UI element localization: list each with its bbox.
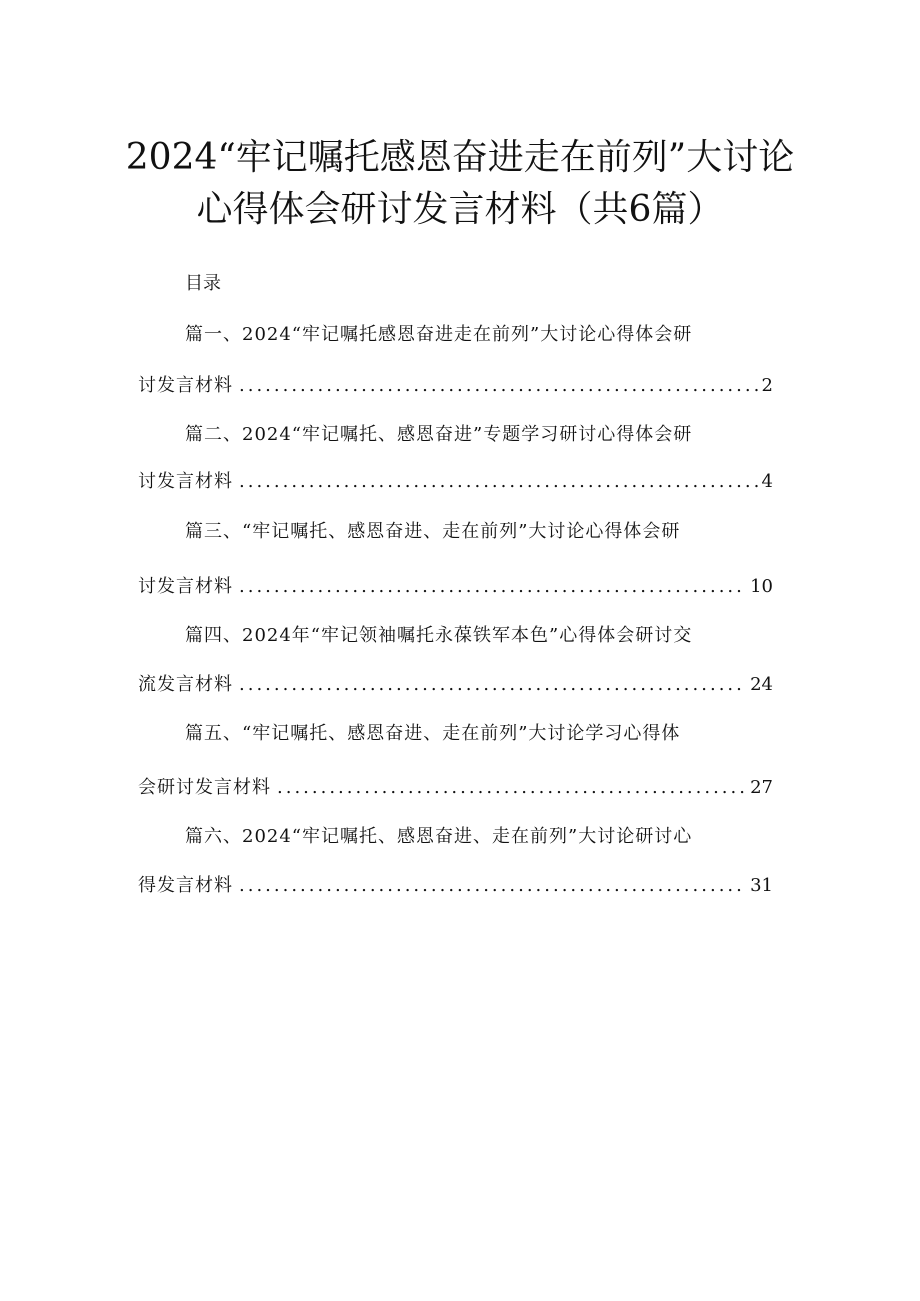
toc-entry-1-title-end: 讨发言材料	[138, 375, 233, 396]
toc-entry-4-continuation[interactable]	[138, 673, 773, 697]
toc-entry-2-title-end: 讨发言材料	[138, 471, 233, 492]
toc-entry-2-page-number: 4	[761, 471, 773, 492]
document-title-line-2: 心得体会研讨发言材料（共6篇）	[196, 189, 724, 230]
toc-entry-3-title-end: 讨发言材料	[138, 576, 233, 597]
toc-entry-5-title[interactable]: 篇五、“牢记嘱托、感恩奋进、走在前列”大讨论学习心得体	[185, 723, 681, 744]
toc-entry-5-continuation[interactable]	[138, 776, 773, 800]
toc-entry-6-continuation[interactable]	[138, 874, 773, 898]
toc-entry-6-title[interactable]: 篇六、2024“牢记嘱托、感恩奋进、走在前列”大讨论研讨心	[185, 826, 693, 847]
document-title-line-1: 2024“牢记嘱托感恩奋进走在前列”大讨论	[125, 137, 795, 178]
toc-entry-2-continuation[interactable]	[138, 470, 773, 494]
toc-entry-4-title-end: 流发言材料	[138, 674, 233, 695]
toc-entry-5-dot-leader	[277, 776, 746, 800]
toc-entry-3-page-number: 10	[750, 576, 773, 597]
toc-entry-4-title[interactable]: 篇四、2024年“牢记领袖嘱托永葆铁军本色”心得体会研讨交	[185, 625, 693, 646]
toc-entry-1-continuation[interactable]	[138, 374, 773, 398]
toc-entry-3-title[interactable]: 篇三、“牢记嘱托、感恩奋进、走在前列”大讨论心得体会研	[185, 521, 681, 542]
toc-heading: 目录	[185, 273, 221, 294]
toc-entry-2-dot-leader	[239, 470, 758, 494]
toc-entry-1-page-number: 2	[761, 375, 773, 396]
toc-entry-6-title-end: 得发言材料	[138, 875, 233, 896]
document-title	[0, 132, 920, 236]
toc-entry-4-dot-leader	[239, 673, 746, 697]
toc-entry-4-page-number: 24	[750, 674, 773, 695]
toc-entry-6-page-number: 31	[750, 875, 773, 896]
toc-entry-2-title[interactable]: 篇二、2024“牢记嘱托、感恩奋进”专题学习研讨心得体会研	[185, 424, 693, 445]
toc-entry-1-dot-leader	[239, 374, 758, 398]
toc-entry-6-dot-leader	[239, 874, 746, 898]
toc-entry-1-title[interactable]: 篇一、2024“牢记嘱托感恩奋进走在前列”大讨论心得体会研	[185, 324, 693, 345]
toc-entry-5-title-end: 会研讨发言材料	[138, 777, 271, 798]
toc-entry-3-continuation[interactable]	[138, 575, 773, 599]
toc-entry-3-dot-leader	[239, 575, 746, 599]
toc-entry-5-page-number: 27	[750, 777, 773, 798]
